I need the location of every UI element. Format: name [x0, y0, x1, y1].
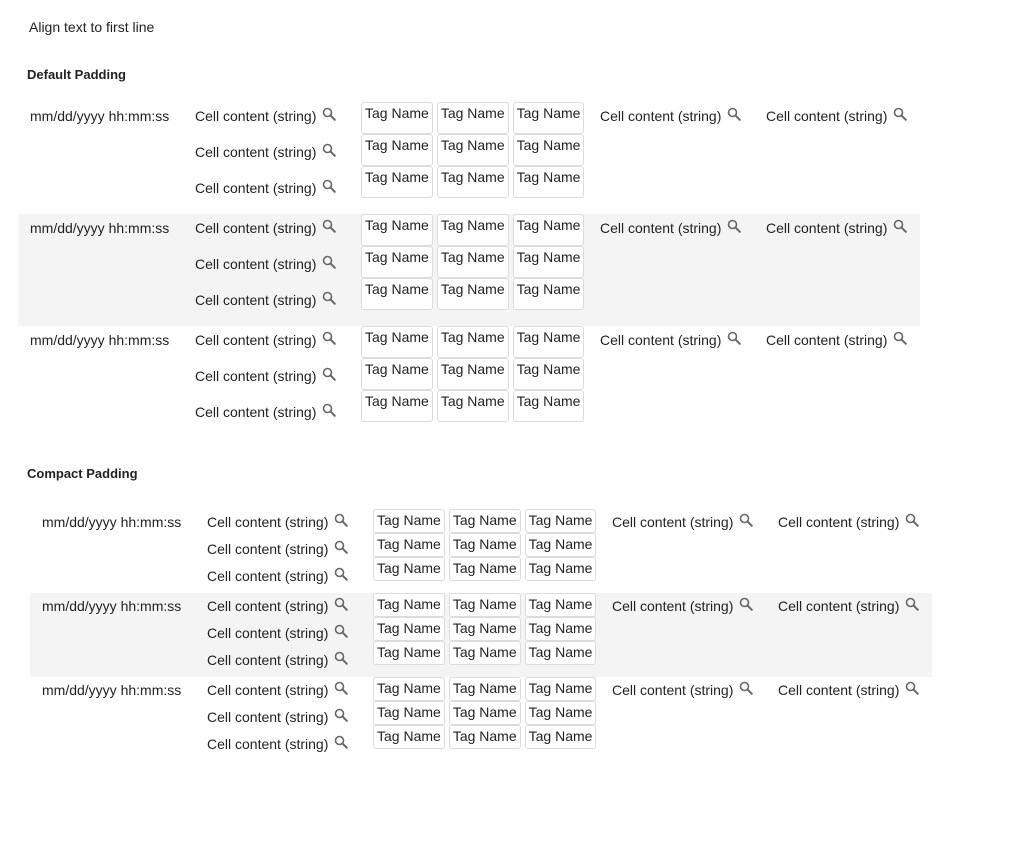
content-cell	[612, 681, 753, 708]
cell-line	[195, 219, 336, 255]
search-icon[interactable]	[893, 331, 907, 345]
cell-text: Cell content (string)	[207, 625, 329, 641]
tags-cell	[373, 677, 600, 749]
search-icon[interactable]	[322, 331, 336, 345]
cell-text: Cell content (string)	[207, 709, 329, 725]
tag[interactable]: Tag Name	[449, 617, 521, 641]
tag[interactable]: Tag Name	[437, 390, 509, 422]
tag[interactable]: Tag Name	[449, 533, 521, 557]
search-icon[interactable]	[727, 331, 741, 345]
search-icon[interactable]	[334, 567, 348, 581]
multi-line-cell	[207, 597, 348, 678]
date-text: mm/dd/yyyy hh:mm:ss	[30, 332, 170, 348]
cell-text: Cell content (string)	[612, 514, 734, 530]
cell-line	[600, 331, 741, 367]
table-row	[30, 677, 932, 761]
tags-cell	[361, 326, 588, 422]
cell-line	[207, 567, 348, 594]
multi-line-cell	[207, 681, 348, 762]
content-cell	[766, 219, 907, 255]
tag-line	[373, 677, 600, 701]
tag[interactable]: Tag Name	[513, 358, 585, 390]
date-cell	[42, 597, 181, 624]
content-cell	[766, 107, 907, 143]
search-icon[interactable]	[322, 219, 336, 233]
page-heading: Align text to first line	[29, 19, 155, 35]
compact-table	[30, 509, 932, 761]
date-line	[42, 681, 181, 708]
cell-line	[195, 255, 336, 291]
multi-line-cell	[207, 513, 348, 594]
tag[interactable]: Tag Name	[361, 166, 433, 198]
tag[interactable]: Tag Name	[525, 617, 597, 641]
tag[interactable]: Tag Name	[437, 358, 509, 390]
tag-line	[373, 701, 600, 725]
tag[interactable]: Tag Name	[525, 509, 597, 533]
cell-line	[612, 513, 753, 540]
content-cell	[612, 513, 753, 540]
content-cell	[612, 597, 753, 624]
search-icon[interactable]	[893, 107, 907, 121]
tag-line	[361, 102, 588, 134]
tag[interactable]: Tag Name	[361, 134, 433, 166]
content-cell	[600, 107, 741, 143]
tag[interactable]: Tag Name	[449, 725, 521, 749]
cell-text: Cell content (string)	[195, 256, 317, 272]
cell-text: Cell content (string)	[195, 368, 317, 384]
tag[interactable]: Tag Name	[449, 641, 521, 665]
default-table	[18, 102, 920, 438]
tags-cell	[361, 102, 588, 198]
cell-text: Cell content (string)	[600, 220, 722, 236]
tag[interactable]: Tag Name	[437, 326, 509, 358]
cell-line	[207, 708, 348, 735]
search-icon[interactable]	[334, 513, 348, 527]
search-icon[interactable]	[322, 367, 336, 381]
table-row	[30, 509, 932, 593]
cell-line	[195, 143, 336, 179]
table-row	[18, 102, 920, 214]
cell-text: Cell content (string)	[207, 652, 329, 668]
search-icon[interactable]	[322, 107, 336, 121]
search-icon[interactable]	[334, 540, 348, 554]
tag-line	[361, 390, 588, 422]
tag[interactable]: Tag Name	[513, 214, 585, 246]
cell-text: Cell content (string)	[778, 682, 900, 698]
tag[interactable]: Tag Name	[373, 701, 445, 725]
search-icon[interactable]	[334, 735, 348, 749]
tag[interactable]: Tag Name	[525, 701, 597, 725]
tag-line	[373, 593, 600, 617]
cell-text: Cell content (string)	[207, 541, 329, 557]
cell-line	[207, 735, 348, 762]
tag[interactable]: Tag Name	[513, 102, 585, 134]
tag[interactable]: Tag Name	[513, 326, 585, 358]
cell-text: Cell content (string)	[766, 220, 888, 236]
cell-text: Cell content (string)	[766, 332, 888, 348]
cell-text: Cell content (string)	[207, 514, 329, 530]
cell-line	[195, 331, 336, 367]
cell-text: Cell content (string)	[766, 108, 888, 124]
date-cell	[42, 513, 181, 540]
search-icon[interactable]	[727, 219, 741, 233]
tag-line	[373, 617, 600, 641]
date-line	[42, 513, 181, 540]
tag[interactable]: Tag Name	[373, 509, 445, 533]
multi-line-cell	[195, 107, 336, 215]
date-cell	[42, 681, 181, 708]
date-line	[30, 107, 169, 143]
tag[interactable]: Tag Name	[437, 278, 509, 310]
date-cell	[30, 331, 169, 367]
compact-padding-section	[18, 465, 932, 761]
tags-cell	[373, 593, 600, 665]
tag-line	[361, 278, 588, 310]
date-cell	[30, 107, 169, 143]
content-cell	[778, 513, 919, 540]
cell-line	[766, 219, 907, 255]
tag-line	[373, 533, 600, 557]
tag[interactable]: Tag Name	[361, 278, 433, 310]
tag[interactable]: Tag Name	[525, 593, 597, 617]
tag[interactable]: Tag Name	[361, 214, 433, 246]
cell-line	[778, 681, 919, 708]
tag[interactable]: Tag Name	[361, 358, 433, 390]
search-icon[interactable]	[739, 681, 753, 695]
cell-line	[600, 219, 741, 255]
search-icon[interactable]	[334, 681, 348, 695]
date-text: mm/dd/yyyy hh:mm:ss	[42, 514, 182, 530]
section-title: Compact Padding	[27, 466, 138, 481]
search-icon[interactable]	[727, 107, 741, 121]
content-cell	[600, 219, 741, 255]
date-line	[42, 597, 181, 624]
tag[interactable]: Tag Name	[437, 102, 509, 134]
tag-line	[361, 246, 588, 278]
cell-text: Cell content (string)	[207, 682, 329, 698]
date-text: mm/dd/yyyy hh:mm:ss	[30, 220, 170, 236]
tag[interactable]: Tag Name	[437, 246, 509, 278]
search-icon[interactable]	[905, 513, 919, 527]
date-line	[30, 331, 169, 367]
content-cell	[778, 681, 919, 708]
cell-line	[195, 291, 336, 327]
tag[interactable]: Tag Name	[373, 725, 445, 749]
tag[interactable]: Tag Name	[449, 509, 521, 533]
cell-line	[207, 513, 348, 540]
tag-line	[373, 641, 600, 665]
table-row	[30, 593, 932, 677]
search-icon[interactable]	[334, 651, 348, 665]
tag-line	[361, 326, 588, 358]
default-padding-section	[18, 66, 920, 438]
search-icon[interactable]	[322, 143, 336, 157]
tag-line	[373, 725, 600, 749]
search-icon[interactable]	[334, 708, 348, 722]
multi-line-cell	[195, 219, 336, 327]
cell-line	[207, 651, 348, 678]
cell-line	[207, 624, 348, 651]
cell-text: Cell content (string)	[195, 404, 317, 420]
tag[interactable]: Tag Name	[373, 617, 445, 641]
cell-text: Cell content (string)	[612, 682, 734, 698]
cell-line	[612, 597, 753, 624]
tag[interactable]: Tag Name	[373, 641, 445, 665]
date-text: mm/dd/yyyy hh:mm:ss	[42, 682, 182, 698]
tag[interactable]: Tag Name	[437, 214, 509, 246]
tag[interactable]: Tag Name	[449, 677, 521, 701]
cell-text: Cell content (string)	[207, 568, 329, 584]
cell-line	[207, 540, 348, 567]
cell-text: Cell content (string)	[195, 332, 317, 348]
date-text: mm/dd/yyyy hh:mm:ss	[42, 598, 182, 614]
tag[interactable]: Tag Name	[449, 701, 521, 725]
tag[interactable]: Tag Name	[361, 246, 433, 278]
cell-line	[195, 179, 336, 215]
search-icon[interactable]	[334, 597, 348, 611]
cell-line	[207, 597, 348, 624]
search-icon[interactable]	[739, 597, 753, 611]
cell-text: Cell content (string)	[207, 736, 329, 752]
cell-text: Cell content (string)	[778, 514, 900, 530]
section-title: Default Padding	[27, 67, 126, 82]
table-row	[18, 214, 920, 326]
cell-text: Cell content (string)	[195, 144, 317, 160]
tag[interactable]: Tag Name	[513, 246, 585, 278]
content-cell	[766, 331, 907, 367]
tags-cell	[373, 509, 600, 581]
cell-text: Cell content (string)	[195, 292, 317, 308]
cell-text: Cell content (string)	[195, 180, 317, 196]
tag[interactable]: Tag Name	[361, 326, 433, 358]
cell-line	[766, 331, 907, 367]
table-row	[18, 326, 920, 438]
date-text: mm/dd/yyyy hh:mm:ss	[30, 108, 170, 124]
tag[interactable]: Tag Name	[525, 725, 597, 749]
tag-line	[361, 358, 588, 390]
cell-line	[778, 513, 919, 540]
tag[interactable]: Tag Name	[525, 557, 597, 581]
cell-line	[207, 681, 348, 708]
cell-text: Cell content (string)	[207, 598, 329, 614]
cell-line	[612, 681, 753, 708]
tag[interactable]: Tag Name	[513, 390, 585, 422]
tag-line	[361, 166, 588, 198]
multi-line-cell	[195, 331, 336, 439]
search-icon[interactable]	[905, 681, 919, 695]
tag[interactable]: Tag Name	[361, 390, 433, 422]
tag[interactable]: Tag Name	[525, 533, 597, 557]
search-icon[interactable]	[334, 624, 348, 638]
tag[interactable]: Tag Name	[361, 102, 433, 134]
tag-line	[373, 509, 600, 533]
search-icon[interactable]	[322, 403, 336, 417]
search-icon[interactable]	[905, 597, 919, 611]
cell-line	[766, 107, 907, 143]
cell-line	[195, 403, 336, 439]
search-icon[interactable]	[893, 219, 907, 233]
date-cell	[30, 219, 169, 255]
tag[interactable]: Tag Name	[449, 593, 521, 617]
tag[interactable]: Tag Name	[513, 134, 585, 166]
cell-text: Cell content (string)	[778, 598, 900, 614]
tag[interactable]: Tag Name	[513, 278, 585, 310]
cell-line	[195, 367, 336, 403]
tag-line	[361, 134, 588, 166]
tag-line	[373, 557, 600, 581]
tag[interactable]: Tag Name	[373, 677, 445, 701]
cell-line	[195, 107, 336, 143]
search-icon[interactable]	[322, 255, 336, 269]
cell-text: Cell content (string)	[195, 220, 317, 236]
cell-text: Cell content (string)	[600, 108, 722, 124]
tags-cell	[361, 214, 588, 310]
date-line	[30, 219, 169, 255]
tag[interactable]: Tag Name	[525, 677, 597, 701]
search-icon[interactable]	[322, 291, 336, 305]
tag-line	[361, 214, 588, 246]
cell-text: Cell content (string)	[612, 598, 734, 614]
cell-text: Cell content (string)	[195, 108, 317, 124]
cell-line	[778, 597, 919, 624]
tag[interactable]: Tag Name	[437, 134, 509, 166]
tag[interactable]: Tag Name	[437, 166, 509, 198]
tag[interactable]: Tag Name	[373, 593, 445, 617]
cell-text: Cell content (string)	[600, 332, 722, 348]
tag[interactable]: Tag Name	[373, 533, 445, 557]
tag[interactable]: Tag Name	[525, 641, 597, 665]
search-icon[interactable]	[322, 179, 336, 193]
tag[interactable]: Tag Name	[449, 557, 521, 581]
content-cell	[778, 597, 919, 624]
tag[interactable]: Tag Name	[513, 166, 585, 198]
tag[interactable]: Tag Name	[373, 557, 445, 581]
content-cell	[600, 331, 741, 367]
cell-line	[600, 107, 741, 143]
search-icon[interactable]	[739, 513, 753, 527]
